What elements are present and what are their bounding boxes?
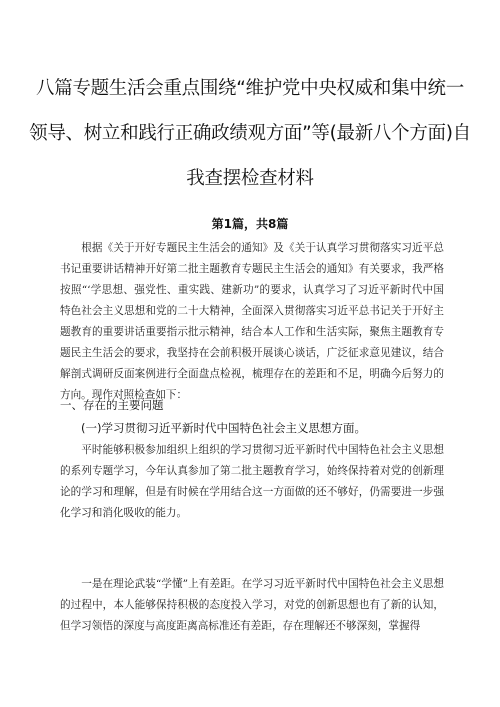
document-title-line-1: 八篇专题生活会重点围绕“维护党中央权威和集中统一 — [36, 78, 464, 99]
document-title-line-3: 我查摆检查材料 — [186, 168, 314, 189]
intro-paragraph: 根据《关于开好专题民主生活会的通知》及《关于认真学习贯彻落实习近平总书记重要讲话精神开好第二批主题教育专题民主生活会的通知》有关要求，我严格按照“‘学思想、强党性、重实践、建新功”的要求，认真学习了习近平新时代中国特色社会主义思想和党的二十大精神，全面深入贯彻落实习近平总书记关于开好主题教育的重要讲话重要指示批示精神，结合本人工作和生活实际，聚焦主题教育专题民主生活会的要求，我坚持在会前积极开展谈心谈话，广泛征求意见建议，结合解剖式调研反面案例进行全面盘点检视，梳理存在的差距和不足，明确今后努力的方向。现作对照检查如下： — [60, 242, 444, 401]
document-subtitle: 第1篇，共8篇 — [211, 217, 289, 231]
body-paragraph-2: 一是在理论武装“学懂”上有差距。在学习习近平新时代中国特色社会主义思想的过程中，本人能够保持积极的态度投入学习，对党的创新思想也有了新的认知，但学习领悟的深度与高度距离高标准还有差距，存在理解还不够深刻，掌握得 — [60, 578, 444, 632]
section-heading: 一、存在的主要问题 — [60, 398, 164, 412]
body-paragraph-1: 平时能够积极参加组织上组织的学习贯彻习近平新时代中国特色社会主义思想的系列专题学习，今年认真参加了第二批主题教育学习，始终保持着对党的创新理论的学习和理解，但是有时候在学用结合这一方面做的还不够好，仍需要进一步强化学习和消化吸收的能力。 — [60, 444, 444, 519]
document-title-line-2: 领导、树立和践行正确政绩观方面”等(最新八个方面)自 — [29, 123, 471, 144]
subsection-heading: (一)学习贯彻习近平新时代中国特色社会主义思想方面。 — [81, 421, 366, 435]
